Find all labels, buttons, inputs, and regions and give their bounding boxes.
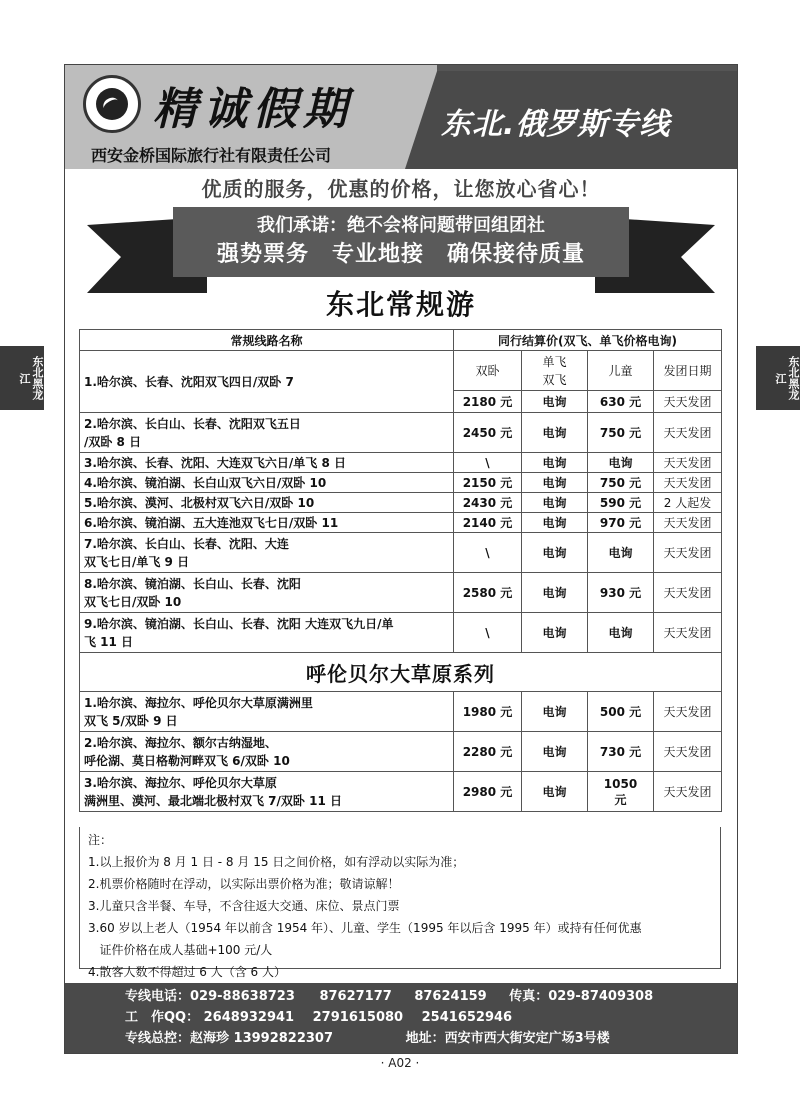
col-child-header: 儿童 — [588, 351, 654, 391]
header-top-line — [437, 65, 737, 71]
route-cell: 9.哈尔滨、镜泊湖、长白山、长春、沈阳 大连双飞九日/单 飞 11 日 — [80, 613, 454, 653]
table-row — [80, 413, 722, 453]
route-cell: 3.哈尔滨、长春、沈阳、大连双飞六日/单飞 8 日 — [80, 453, 454, 473]
route-cell: 2.哈尔滨、海拉尔、额尔古纳湿地、 呼伦湖、莫日格勒河畔双飞 6/双卧 10 — [80, 732, 454, 772]
child-cell: 电询 — [588, 533, 654, 573]
child-cell: 730 元 — [588, 732, 654, 772]
manager-row — [125, 1029, 610, 1049]
date-cell: 天天发团 — [654, 473, 722, 493]
single-cell: 电询 — [522, 732, 588, 772]
single-cell: 电询 — [522, 453, 588, 473]
col-double-header: 双卧 — [454, 351, 522, 391]
child-cell: 630 元 — [588, 391, 654, 413]
col-date-header: 发团日期 — [654, 351, 722, 391]
header-price: 同行结算价(双飞、单飞价格电询) — [454, 330, 722, 351]
single-cell: 电询 — [522, 493, 588, 513]
date-cell: 天天发团 — [654, 453, 722, 473]
line-manager: 专线总控：赵海珍 13992822307 — [125, 1031, 334, 1046]
header — [65, 65, 737, 169]
col-single-header: 单飞 双飞 — [522, 351, 588, 391]
price-cell: 2430 元 — [454, 493, 522, 513]
note-item: 证件价格在成人基础+100 元/人 — [88, 943, 273, 957]
side-tab-label: 东北黑龙江 — [774, 356, 800, 400]
route-cell: 2.哈尔滨、长白山、长春、沈阳双飞五日 /双卧 8 日 — [80, 413, 454, 453]
section-title-northeast: 东北常规游 — [325, 288, 476, 321]
qq-label: 工 作QQ： — [125, 1010, 200, 1025]
route-cell: 1.哈尔滨、海拉尔、呼伦贝尔大草原满洲里 双飞 5/双卧 9 日 — [80, 692, 454, 732]
route-cell: 4.哈尔滨、镜泊湖、长白山双飞六日/双卧 10 — [80, 473, 454, 493]
date-cell: 天天发团 — [654, 772, 722, 812]
side-tab-right — [756, 346, 800, 410]
route-cell: 1.哈尔滨、长春、沈阳双飞四日/双卧 7 — [80, 351, 454, 413]
special-line-title: 东北.俄罗斯专线 — [441, 107, 671, 142]
promise-text: 我们承诺：绝不会将问题带回组团社 — [257, 215, 545, 236]
single-cell: 电询 — [522, 573, 588, 613]
price-table — [79, 329, 722, 812]
route-cell: 3.哈尔滨、海拉尔、呼伦贝尔大草原 满洲里、漠河、最北端北极村双飞 7/双卧 11 日 — [80, 772, 454, 812]
brand-name: 精诚假期 — [153, 84, 353, 135]
company-logo-icon — [83, 75, 141, 133]
side-tab-label: 东北黑龙江 — [18, 356, 44, 400]
price-cell: 2140 元 — [454, 513, 522, 533]
route-cell: 7.哈尔滨、长白山、长春、沈阳、大连 双飞七日/单飞 9 日 — [80, 533, 454, 573]
price-cell: 2580 元 — [454, 573, 522, 613]
single-cell: 电询 — [522, 613, 588, 653]
guarantee-text: 强势票务 专业地接 确保接待质量 — [216, 242, 585, 267]
price-cell: 2150 元 — [454, 473, 522, 493]
price-cell: 2180 元 — [454, 391, 522, 413]
single-cell: 电询 — [522, 513, 588, 533]
child-cell: 970 元 — [588, 513, 654, 533]
table-row — [80, 453, 722, 473]
child-cell: 500 元 — [588, 692, 654, 732]
logo-swirl — [101, 95, 121, 114]
section-row — [80, 653, 722, 692]
hotline-phone-3: 87624159 — [414, 989, 487, 1004]
child-cell: 电询 — [588, 613, 654, 653]
qq-row — [125, 1008, 512, 1028]
date-cell: 天天发团 — [654, 513, 722, 533]
slogan: 优质的服务，优惠的价格，让您放心省心！ — [201, 177, 601, 201]
table-row — [80, 573, 722, 613]
date-cell: 天天发团 — [654, 573, 722, 613]
date-cell: 天天发团 — [654, 732, 722, 772]
single-cell: 电询 — [522, 413, 588, 453]
note-item: 2.机票价格随时在浮动，以实际出票价格为准；敬请谅解！ — [88, 877, 400, 891]
child-cell: 750 元 — [588, 473, 654, 493]
table-row — [80, 613, 722, 653]
table-row — [80, 732, 722, 772]
table-row — [80, 473, 722, 493]
table-row — [80, 533, 722, 573]
date-cell: 2 人起发 — [654, 493, 722, 513]
table-row — [80, 513, 722, 533]
route-cell: 5.哈尔滨、漠河、北极村双飞六日/双卧 10 — [80, 493, 454, 513]
price-cell: \ — [454, 453, 522, 473]
fax-number: 传真：029-87409308 — [509, 989, 654, 1004]
price-cell: 1980 元 — [454, 692, 522, 732]
single-cell: 电询 — [522, 772, 588, 812]
note-item: 1.以上报价为 8 月 1 日 - 8 月 15 日之间价格，如有浮动以实际为准； — [88, 855, 465, 869]
table-row — [80, 493, 722, 513]
side-tab-left — [0, 346, 44, 410]
note-item: 4.散客人数不得超过 6 人（含 6 人） — [88, 965, 286, 979]
price-cell: 2450 元 — [454, 413, 522, 453]
date-cell: 天天发团 — [654, 692, 722, 732]
route-cell: 6.哈尔滨、镜泊湖、五大连池双飞七日/双卧 11 — [80, 513, 454, 533]
flyer-page — [64, 64, 738, 1054]
child-cell: 750 元 — [588, 413, 654, 453]
child-cell: 930 元 — [588, 573, 654, 613]
date-cell: 天天发团 — [654, 391, 722, 413]
page-number: · A02 · — [380, 1056, 420, 1070]
single-cell: 电询 — [522, 692, 588, 732]
price-cell: 2980 元 — [454, 772, 522, 812]
price-cell: 2280 元 — [454, 732, 522, 772]
single-cell: 电询 — [522, 473, 588, 493]
hotline-row — [125, 987, 653, 1007]
note-item: 3.儿童只含半餐、车导，不含往返大交通、床位、景点门票 — [88, 899, 400, 913]
price-cell: \ — [454, 613, 522, 653]
date-cell: 天天发团 — [654, 413, 722, 453]
notes-title: 注： — [88, 833, 113, 847]
note-item: 3.60 岁以上老人（1954 年以前含 1954 年）、儿童、学生（1995 年以后含 1995 年）或持有任何优惠 — [88, 921, 642, 935]
header-route: 常规线路名称 — [80, 330, 454, 351]
logo-emblem — [96, 88, 128, 120]
date-cell: 天天发团 — [654, 533, 722, 573]
header-brand-panel — [65, 65, 437, 169]
hotline-phone-2: 87627177 — [319, 989, 392, 1004]
price-cell: \ — [454, 533, 522, 573]
table-row — [80, 772, 722, 812]
child-cell: 1050 元 — [588, 772, 654, 812]
qq-number-1: 2648932941 — [203, 1010, 295, 1025]
qq-number-2: 2791615080 — [312, 1010, 404, 1025]
route-cell: 8.哈尔滨、镜泊湖、长白山、长春、沈阳 双飞七日/双卧 10 — [80, 573, 454, 613]
date-cell: 天天发团 — [654, 613, 722, 653]
single-cell: 电询 — [522, 533, 588, 573]
notes-box — [79, 827, 721, 979]
office-address: 地址：西安市西大街安定广场3号楼 — [405, 1031, 610, 1046]
contact-footer — [65, 983, 737, 1053]
section-title-hulunbuir: 呼伦贝尔大草原系列 — [80, 653, 722, 692]
hotline-phone: 专线电话：029-88638723 — [125, 989, 295, 1004]
single-cell: 电询 — [522, 391, 588, 413]
child-cell: 电询 — [588, 453, 654, 473]
company-name: 西安金桥国际旅行社有限责任公司 — [65, 143, 437, 169]
table-row — [80, 692, 722, 732]
qq-number-3: 2541652946 — [421, 1010, 513, 1025]
child-cell: 590 元 — [588, 493, 654, 513]
